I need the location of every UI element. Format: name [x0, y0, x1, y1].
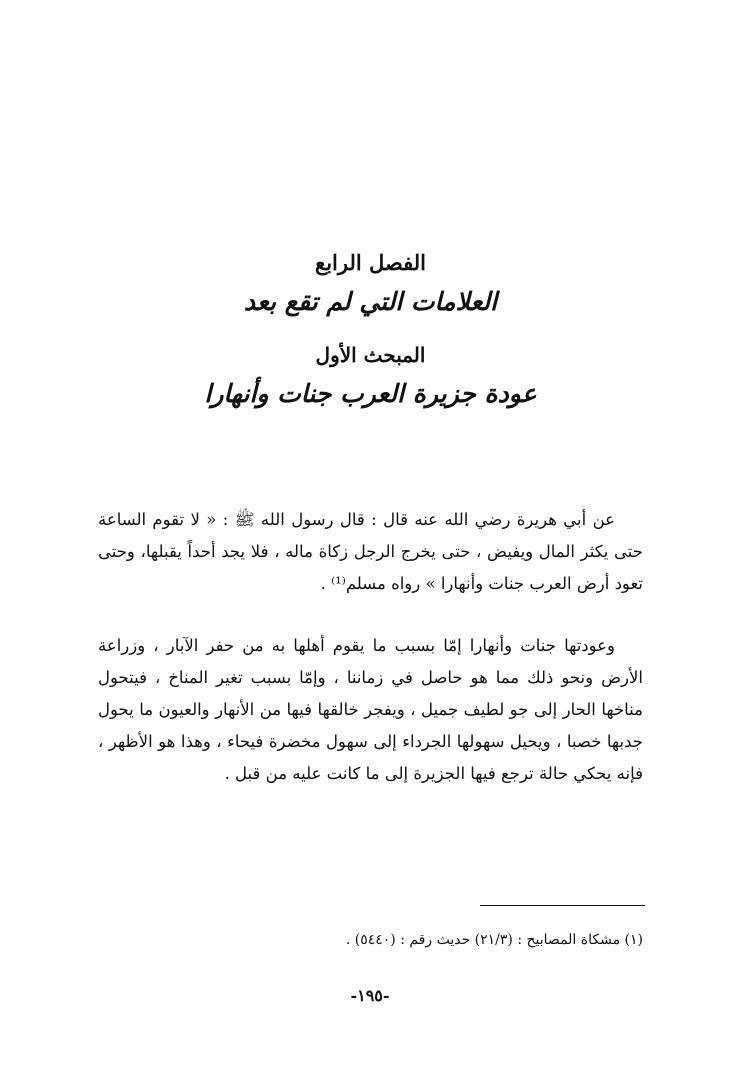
- page-number: -١٩٥-: [350, 986, 390, 1005]
- chapter-heading: الفصل الرابع: [315, 250, 426, 275]
- section-title: عودة جزيرة العرب جنات وأنهارا: [204, 379, 537, 408]
- section-heading: المبحث الأول: [315, 343, 426, 367]
- footnote: (١) مشكاة المصابيح : (٢١/٣) حديث رقم : (٥٤٤٠) .: [345, 932, 643, 948]
- heading-block: [100, 245, 641, 415]
- paragraph-hadith: عن أبي هريرة رضي الله عنه قال : قال رسول الله ﷺ : « لا تقوم الساعة حتى يكثر المال ويفيض ، حتى يخرج الرجل زكاة ماله ، فلا يجد أحداً يقبلها، وحتى تعود أرض العرب جنات وأنهارا » رواه مسلم⁽¹⁾ .: [98, 510, 643, 593]
- footnote-divider: [480, 905, 645, 906]
- chapter-title: العلامات التي لم تقع بعد: [243, 287, 498, 316]
- paragraph-commentary: وعودتها جنات وأنهارا إمّا بسبب ما يقوم أهلها به من حفر الآبار ، وزراعة الأرض ونحو ذلك مما هو حاصل في زماننا ، وإمّا بسبب تغير المناخ ، فيتحول مناخها الحار إلى جو لطيف جميل ، ويفجر خالقها فيها من الأنهار والعيون ما يحول جدبها خصبا ، ويحيل سهولها الجرداء إلى سهول مخضرة فيحاء ، وهذا هو الأظهر ، فإنه يحكي حالة ترجع فيها الجزيرة إلى ما كانت عليه من قبل .: [98, 636, 643, 783]
